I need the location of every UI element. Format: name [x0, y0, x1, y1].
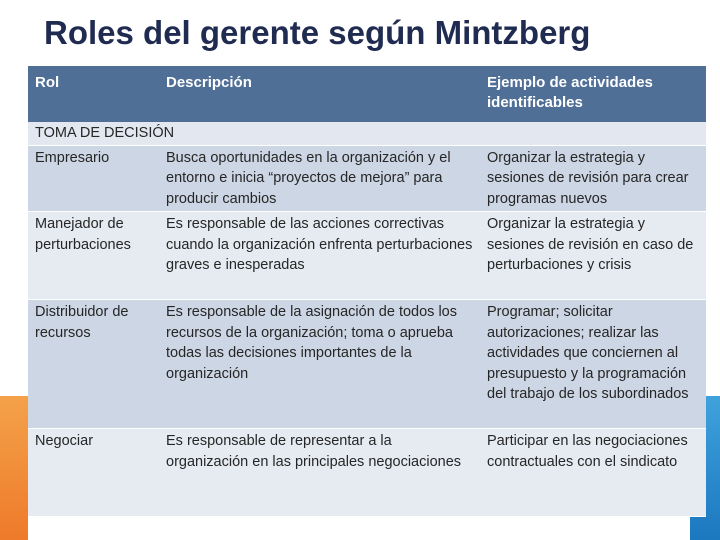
header-rol: Rol	[28, 66, 159, 122]
table-row	[28, 212, 706, 300]
section-row	[28, 122, 706, 145]
mintzberg-roles-table	[28, 66, 706, 517]
section-label: TOMA DE DECISIÓN	[28, 122, 706, 145]
header-ejemplo: Ejemplo de actividades identificables	[480, 66, 706, 122]
cell-descripcion: Es responsable de representar a la organización en las principales negociaciones	[159, 429, 480, 517]
cell-ejemplo: Organizar la estrategia y sesiones de revisión para crear programas nuevos	[480, 145, 706, 212]
cell-descripcion: Busca oportunidades en la organización y el entorno e inicia “proyectos de mejora” para producir cambios	[159, 145, 480, 212]
table-header-row	[28, 66, 706, 122]
header-descripcion: Descripción	[159, 66, 480, 122]
cell-ejemplo: Participar en las negociaciones contractuales con el sindicato	[480, 429, 706, 517]
table-row	[28, 145, 706, 212]
cell-ejemplo: Organizar la estrategia y sesiones de revisión en caso de perturbaciones y crisis	[480, 212, 706, 300]
decorative-orange-bar	[0, 396, 28, 540]
table-row	[28, 300, 706, 429]
cell-rol: Distribuidor de recursos	[28, 300, 159, 429]
cell-descripcion: Es responsable de las acciones correctivas cuando la organización enfrenta perturbaciones graves e inesperadas	[159, 212, 480, 300]
cell-ejemplo: Programar; solicitar autorizaciones; realizar las actividades que conciernen al presupuesto y la programación del trabajo de los subordinados	[480, 300, 706, 429]
cell-rol: Empresario	[28, 145, 159, 212]
cell-descripcion: Es responsable de la asignación de todos los recursos de la organización; toma o aprueba todas las decisiones importantes de la organización	[159, 300, 480, 429]
cell-rol: Negociar	[28, 429, 159, 517]
cell-rol: Manejador de perturbaciones	[28, 212, 159, 300]
page-title: Roles del gerente según Mintzberg	[44, 14, 591, 51]
table-row	[28, 429, 706, 517]
